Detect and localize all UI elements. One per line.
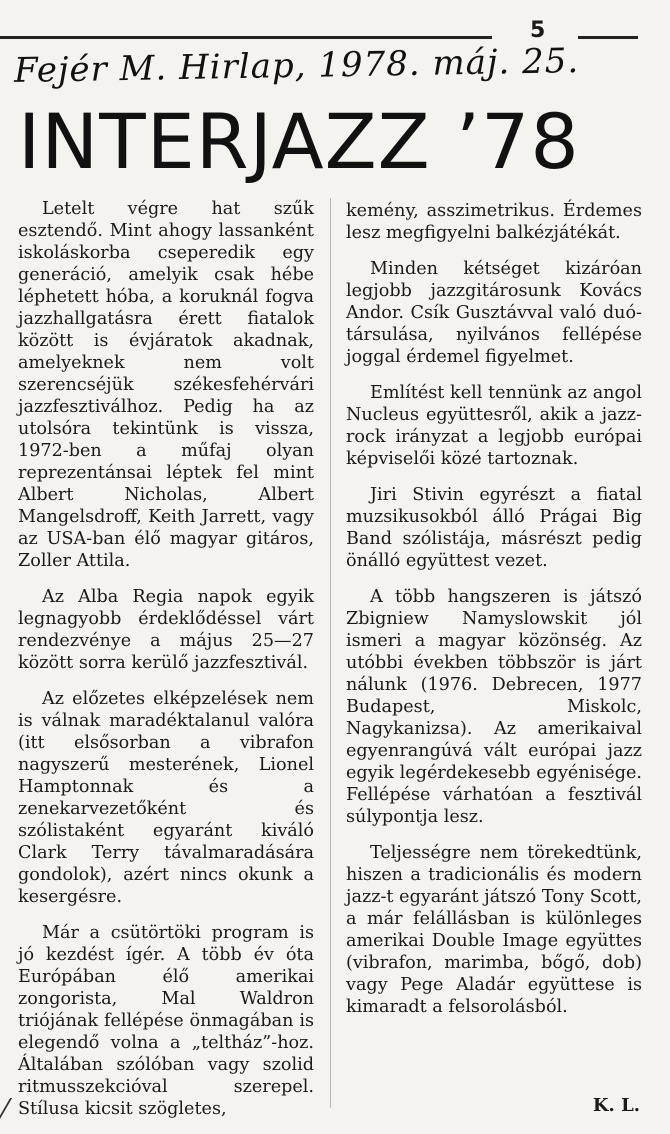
column-divider [330,198,331,1108]
paragraph: Az Alba Regia napok egyik legnagyobb érdeklődéssel várt rendezvénye a május 25—27 között sorra kerülő jazzfesztivál. [18,587,314,673]
paragraph: Említést kell tennünk az angol Nucleus együttesről, akik a jazz-rock irányzat a legjobb európai képviselői közé tartoznak. [346,383,642,469]
author-signature: K. L. [592,1095,640,1116]
top-rule-right [578,36,638,39]
right-column [346,200,642,1032]
paragraph: Teljességre nem törekedtünk, hiszen a tradicionális és modern jazz-t egyaránt játszó Tony Scott, a már felállásban is különleges amerikai Double Image együttes (vibrafon, marimba, bőgő, dob) vagy Pege Aladár együttese is kimaradt a felsorolásból. [346,843,642,1017]
top-rule-left [0,36,492,39]
paragraph: Már a csütörtöki program is jó kezdést ígér. A több év óta Európában élő amerikai zongorista, Mal Waldron triójának fellépése önmagában is elegendő volna a „teltház”-hoz. Általában szólóban vagy szolid ritmusszekcióval szerepel. Stílusa kicsit szögletes, [18,923,314,1119]
article-title: INTERJAZZ ’78 [18,97,580,186]
paragraph: Letelt végre hat szűk esztendő. Mint ahogy lassanként iskoláskorba cseperedik egy generáció, amelyik csak hébe léphetett hóba, a koruknál fogva jazzhallgatásra érett fiatalok között is évjáratok akadnak, amelyeknek nem volt szerencséjük székesfehérvári jazzfesztiválhoz. Pedig ha az utolsóra tekintünk is vissza, 1972-ben a műfaj olyan reprezentánsai léptek fel mint Albert Nicholas, Albert Mangelsdroff, Keith Jarrett, vagy az USA-ban élő magyar gitáros, Zoller Attila. [18,199,314,571]
paragraph: Jiri Stivin egyrészt a fiatal muzsikusokból álló Prágai Big Band szólistája, másrészt pedig önálló együttest vezet. [346,485,642,571]
page-number: 5 [530,18,546,43]
paragraph: kemény, asszimetrikus. Érdemes lesz megfigyelni balkézjátékát. [346,201,642,243]
paragraph: A több hangszeren is játszó Zbigniew Namyslowskit jól ismeri a magyar közönség. Az utóbbi években többször is járt nálunk (1976. Debrecen, 1977 Budapest, Miskolc, Nagykanizsa). Az amerikaival egyenrangúvá vált európai jazz egyik legérdekesebb egyénisége. Fellépése várhatóan a fesztivál súlypontja lesz. [346,587,642,827]
paragraph: Minden kétséget kizáróan legjobb jazzgitárosunk Kovács Andor. Csík Gusztávval való duó-társulása, nyilvános fellépése joggal érdemel figyelmet. [346,259,642,367]
left-column [18,198,314,1134]
handwritten-source-note: Fejér M. Hirlap, 1978. máj. 25. [13,41,580,91]
paragraph: Az előzetes elképzelések nem is válnak maradéktalanul valóra (itt elsősorban a vibrafon nagyszerű mesterének, Lionel Hamptonnak és a zenekarvezetőként és szólistaként egyaránt kiváló Clark Terry távalmaradására gondolok), azért nincs okunk a kesergésre. [18,689,314,907]
